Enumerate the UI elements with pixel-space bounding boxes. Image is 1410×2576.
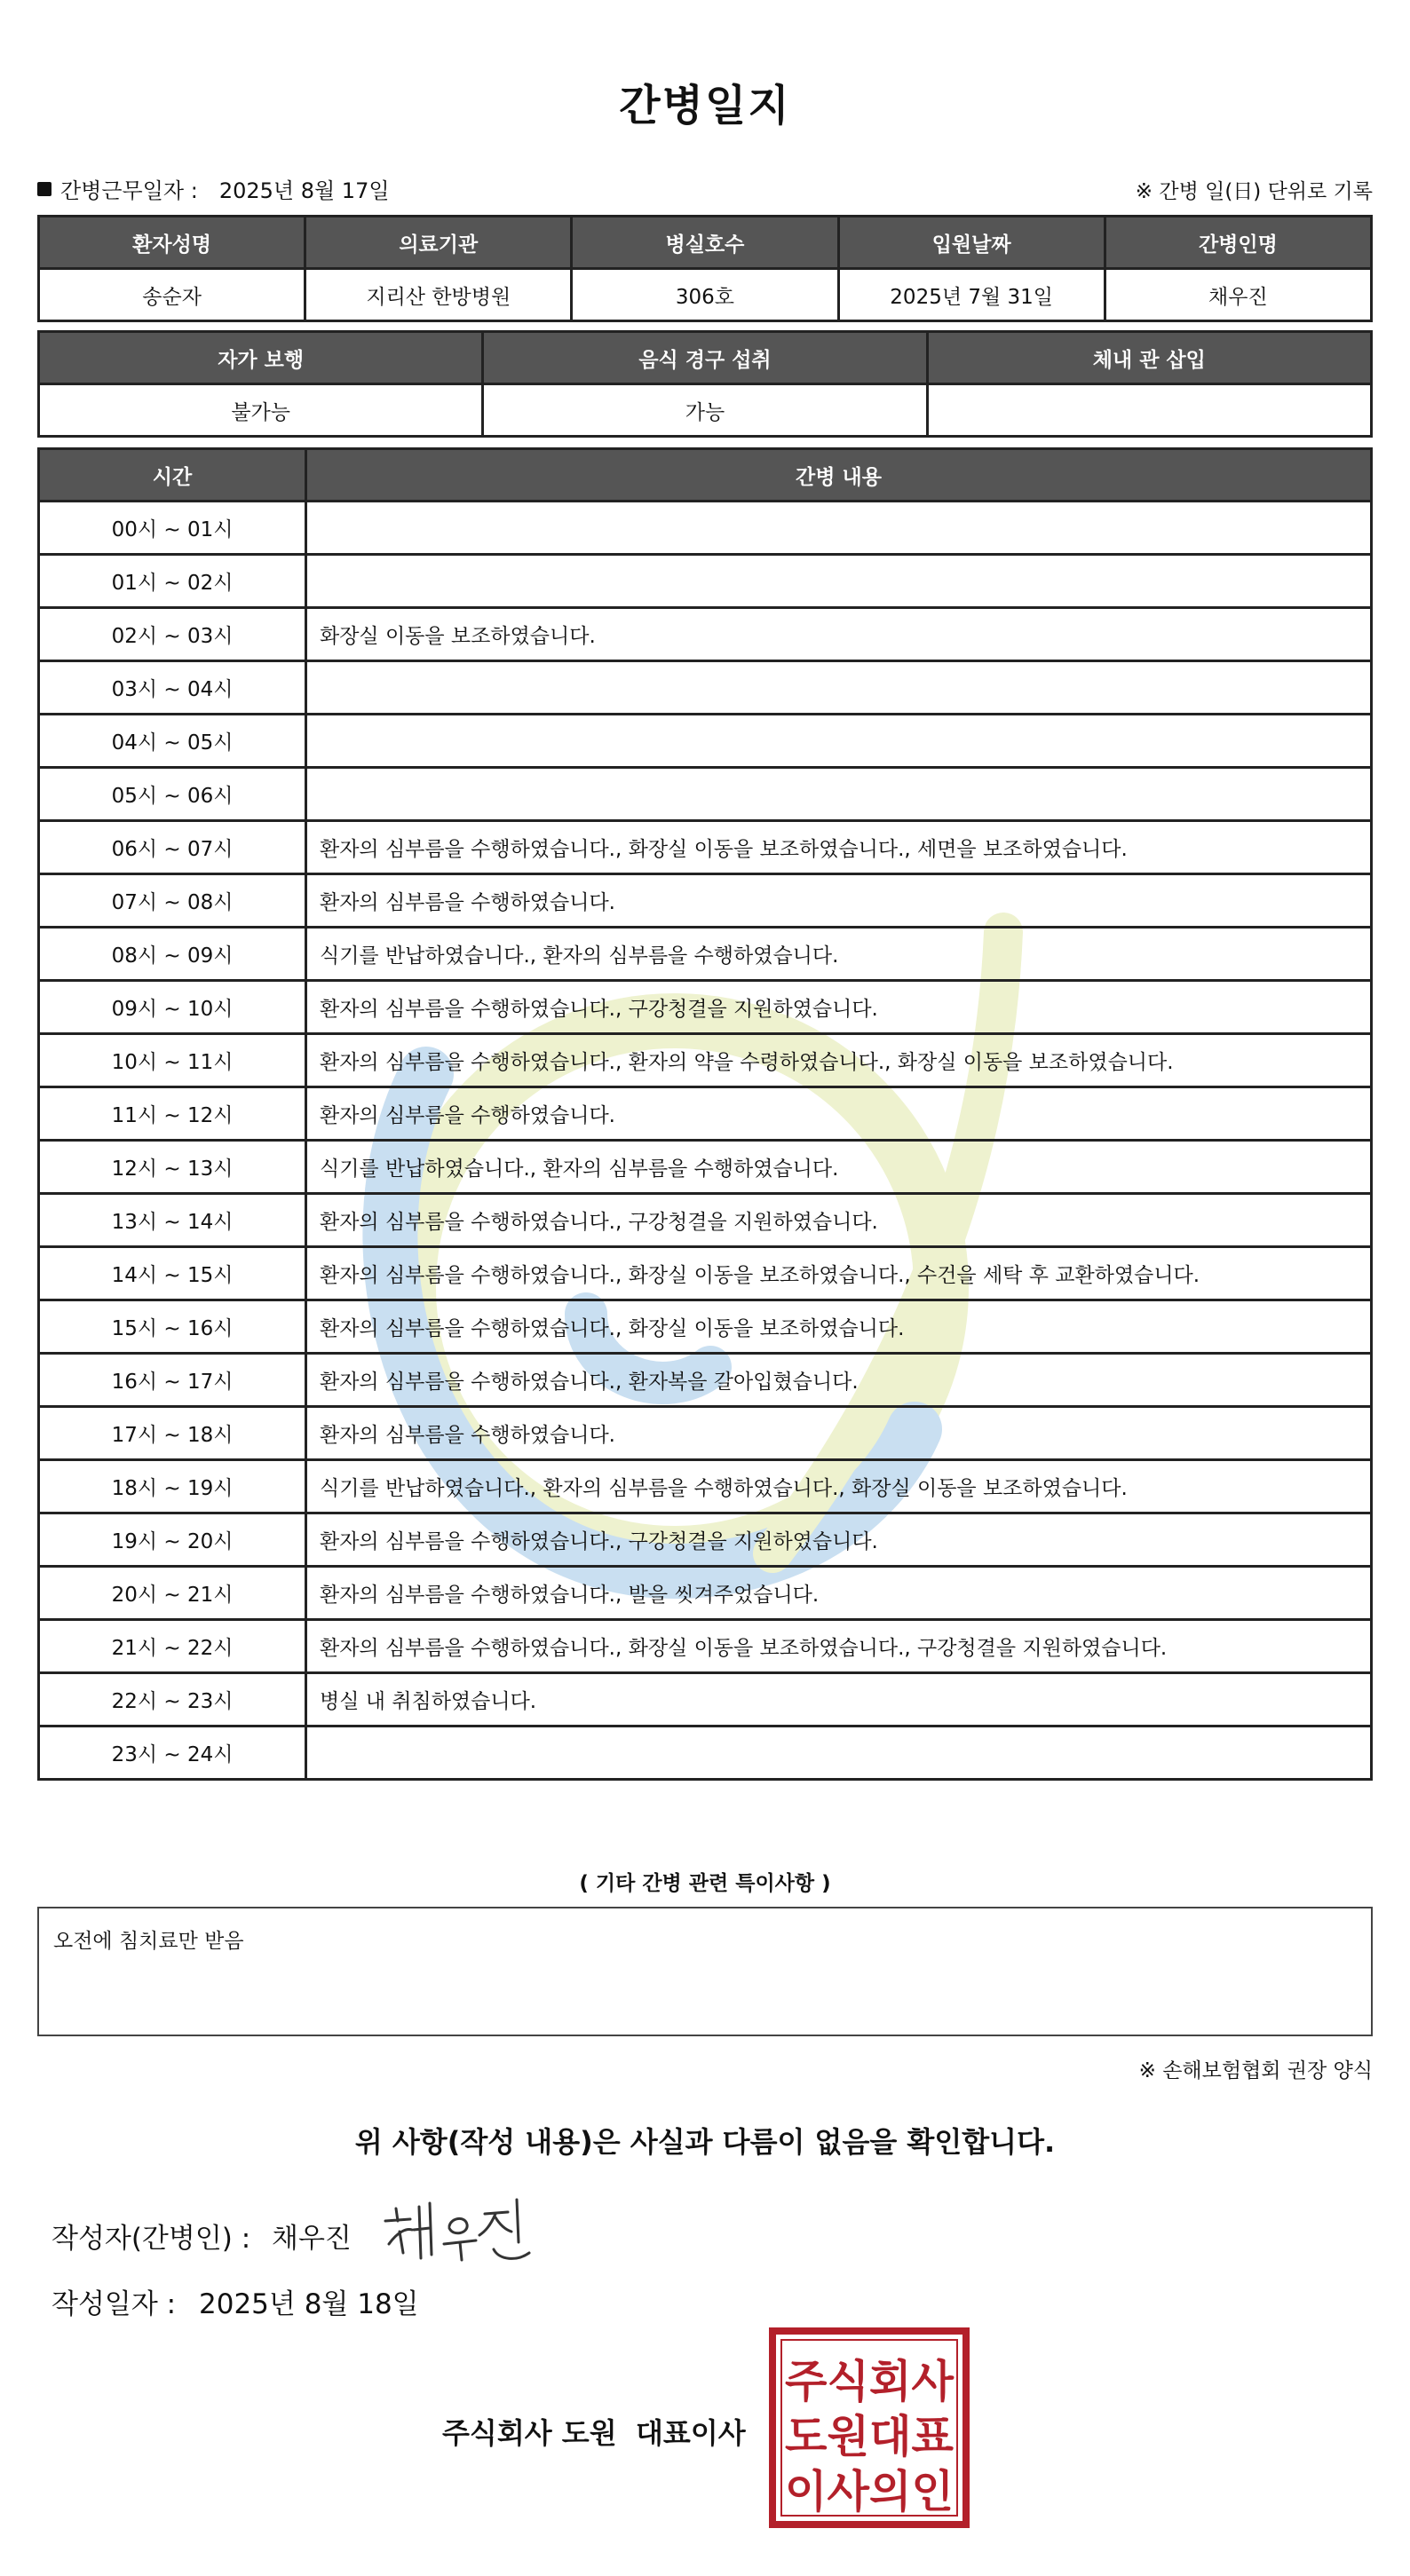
- care-content: 병실 내 취침하였습니다.: [306, 1673, 1372, 1727]
- work-date-label: 간병근무일자 :: [60, 178, 198, 203]
- bullet-square-icon: [37, 182, 51, 196]
- table-row: [39, 661, 1372, 715]
- hospital-name: 지리산 한방병원: [305, 269, 572, 321]
- written-date-label: 작성일자 :: [51, 2288, 177, 2320]
- table-header-row: [39, 332, 1372, 384]
- care-content: 식기를 반납하였습니다., 환자의 심부름을 수행하였습니다.: [306, 928, 1372, 981]
- time-slot: 07시 ~ 08시: [39, 874, 306, 928]
- confirmation-statement: 위 사항(작성 내용)은 사실과 다름이 없음을 확인합니다.: [354, 2125, 1056, 2159]
- time-slot: 17시 ~ 18시: [39, 1407, 306, 1460]
- care-content: 식기를 반납하였습니다., 환자의 심부름을 수행하였습니다., 화장실 이동을 보조하였습니다.: [306, 1460, 1372, 1513]
- time-slot: 06시 ~ 07시: [39, 821, 306, 874]
- care-content: 환자의 심부름을 수행하였습니다.: [306, 874, 1372, 928]
- ceo-title: 대표이사: [636, 2416, 746, 2450]
- care-content: 환자의 심부름을 수행하였습니다., 화장실 이동을 보조하였습니다., 수건을 세탁 후 교환하였습니다.: [306, 1247, 1372, 1300]
- table-row: [39, 1567, 1372, 1620]
- care-content: [306, 768, 1372, 821]
- care-content: [306, 661, 1372, 715]
- care-content: 환자의 심부름을 수행하였습니다., 환자의 약을 수령하였습니다., 화장실 이동을 보조하였습니다.: [306, 1034, 1372, 1087]
- work-date-value: 2025년 8월 17일: [218, 178, 390, 203]
- time-slot: 04시 ~ 05시: [39, 715, 306, 768]
- care-content: 환자의 심부름을 수행하였습니다., 화장실 이동을 보조하였습니다.: [306, 1300, 1372, 1354]
- written-date-value: 2025년 8월 18일: [199, 2288, 419, 2320]
- table-row: [39, 608, 1372, 661]
- svg-text:주식회사: 주식회사: [785, 2356, 955, 2407]
- patient-name: 송순자: [39, 269, 305, 321]
- table-row: [39, 555, 1372, 608]
- time-slot: 08시 ~ 09시: [39, 928, 306, 981]
- notes-text: 오전에 침치료만 받음: [53, 1930, 244, 1953]
- table-row: [39, 1460, 1372, 1513]
- time-slot: 23시 ~ 24시: [39, 1727, 306, 1780]
- table-row: [39, 1727, 1372, 1780]
- table-row: [39, 821, 1372, 874]
- care-content: [306, 555, 1372, 608]
- header-room: 병실호수: [572, 217, 838, 269]
- table-row: [39, 1034, 1372, 1087]
- document-title: 간병일지: [619, 81, 791, 130]
- time-slot: 11시 ~ 12시: [39, 1087, 306, 1141]
- room-number: 306호: [572, 269, 838, 321]
- table-row: [39, 1247, 1372, 1300]
- time-slot: 01시 ~ 02시: [39, 555, 306, 608]
- care-content: 환자의 심부름을 수행하였습니다., 구강청결을 지원하였습니다.: [306, 1513, 1372, 1567]
- header-self-walking: 자가 보행: [39, 332, 483, 384]
- oral-intake-value: 가능: [483, 384, 927, 437]
- care-content: 환자의 심부름을 수행하였습니다., 구강청결을 지원하였습니다.: [306, 981, 1372, 1034]
- company-name: 주식회사 도원: [442, 2416, 617, 2450]
- notes-title: ( 기타 간병 관련 특이사항 ): [579, 1872, 831, 1895]
- header-patient-name: 환자성명: [39, 217, 305, 269]
- patient-info-table: [37, 215, 1373, 322]
- svg-text:이사의인: 이사의인: [785, 2466, 954, 2517]
- care-content: 환자의 심부름을 수행하였습니다., 구강청결을 지원하였습니다.: [306, 1194, 1372, 1247]
- table-row: [39, 928, 1372, 981]
- header-hospital: 의료기관: [305, 217, 572, 269]
- caregiver-name: 채우진: [1105, 269, 1371, 321]
- table-row: [39, 1620, 1372, 1673]
- time-slot: 09시 ~ 10시: [39, 981, 306, 1034]
- care-content: [306, 502, 1372, 555]
- time-slot: 21시 ~ 22시: [39, 1620, 306, 1673]
- admission-date: 2025년 7월 31일: [838, 269, 1105, 321]
- tube-insertion-value: [927, 384, 1371, 437]
- table-header-row: [39, 449, 1372, 502]
- header-admission-date: 입원날짜: [838, 217, 1105, 269]
- handwritten-signature: [380, 2191, 549, 2271]
- table-row: [39, 768, 1372, 821]
- care-content: 환자의 심부름을 수행하였습니다., 발을 씻겨주었습니다.: [306, 1567, 1372, 1620]
- table-row: [39, 1087, 1372, 1141]
- table-row: [39, 715, 1372, 768]
- care-content: 식기를 반납하였습니다., 환자의 심부름을 수행하였습니다.: [306, 1141, 1372, 1194]
- header-oral-intake: 음식 경구 섭취: [483, 332, 927, 384]
- time-slot: 12시 ~ 13시: [39, 1141, 306, 1194]
- time-slot: 03시 ~ 04시: [39, 661, 306, 715]
- table-row: [39, 502, 1372, 555]
- author-label: 작성자(간병인) :: [51, 2223, 251, 2255]
- header-tube-insertion: 체내 관 삽입: [927, 332, 1371, 384]
- table-row: [39, 1354, 1372, 1407]
- time-slot: 02시 ~ 03시: [39, 608, 306, 661]
- care-log-table: [37, 447, 1373, 1781]
- company-seal: [769, 2327, 970, 2528]
- table-row: [39, 981, 1372, 1034]
- table-row: [39, 1673, 1372, 1727]
- header-time: 시간: [39, 449, 306, 502]
- svg-text:도원대표: 도원대표: [785, 2411, 955, 2462]
- table-row: [39, 1407, 1372, 1460]
- notes-box: [37, 1907, 1373, 2036]
- table-row: [39, 1194, 1372, 1247]
- time-slot: 16시 ~ 17시: [39, 1354, 306, 1407]
- table-row: [39, 874, 1372, 928]
- care-content: [306, 1727, 1372, 1780]
- recommend-note: ※ 손해보험협회 권장 양식: [1138, 2059, 1373, 2082]
- care-content: 화장실 이동을 보조하였습니다.: [306, 608, 1372, 661]
- table-header-row: [39, 217, 1372, 269]
- table-row: [39, 384, 1372, 437]
- time-slot: 13시 ~ 14시: [39, 1194, 306, 1247]
- care-log-body: [39, 502, 1372, 1780]
- table-row: [39, 1300, 1372, 1354]
- author-name: 채우진: [272, 2223, 352, 2255]
- care-content: [306, 715, 1372, 768]
- header-caregiver: 간병인명: [1105, 217, 1371, 269]
- self-walking-value: 불가능: [39, 384, 483, 437]
- care-content: 환자의 심부름을 수행하였습니다., 화장실 이동을 보조하였습니다., 세면을 보조하였습니다.: [306, 821, 1372, 874]
- time-slot: 15시 ~ 16시: [39, 1300, 306, 1354]
- care-content: 환자의 심부름을 수행하였습니다.: [306, 1087, 1372, 1141]
- time-slot: 14시 ~ 15시: [39, 1247, 306, 1300]
- time-slot: 18시 ~ 19시: [39, 1460, 306, 1513]
- time-slot: 22시 ~ 23시: [39, 1673, 306, 1727]
- time-slot: 20시 ~ 21시: [39, 1567, 306, 1620]
- time-slot: 00시 ~ 01시: [39, 502, 306, 555]
- time-slot: 10시 ~ 11시: [39, 1034, 306, 1087]
- patient-status-table: [37, 330, 1373, 438]
- care-content: 환자의 심부름을 수행하였습니다.: [306, 1407, 1372, 1460]
- care-content: 환자의 심부름을 수행하였습니다., 환자복을 갈아입혔습니다.: [306, 1354, 1372, 1407]
- care-content: 환자의 심부름을 수행하였습니다., 화장실 이동을 보조하였습니다., 구강청결을 지원하였습니다.: [306, 1620, 1372, 1673]
- time-slot: 19시 ~ 20시: [39, 1513, 306, 1567]
- time-slot: 05시 ~ 06시: [39, 768, 306, 821]
- unit-note: ※ 간병 일(日) 단위로 기록: [1135, 180, 1373, 203]
- table-row: [39, 1141, 1372, 1194]
- work-date-row: [37, 173, 390, 204]
- table-row: [39, 269, 1372, 321]
- table-row: [39, 1513, 1372, 1567]
- header-care-content: 간병 내용: [306, 449, 1372, 502]
